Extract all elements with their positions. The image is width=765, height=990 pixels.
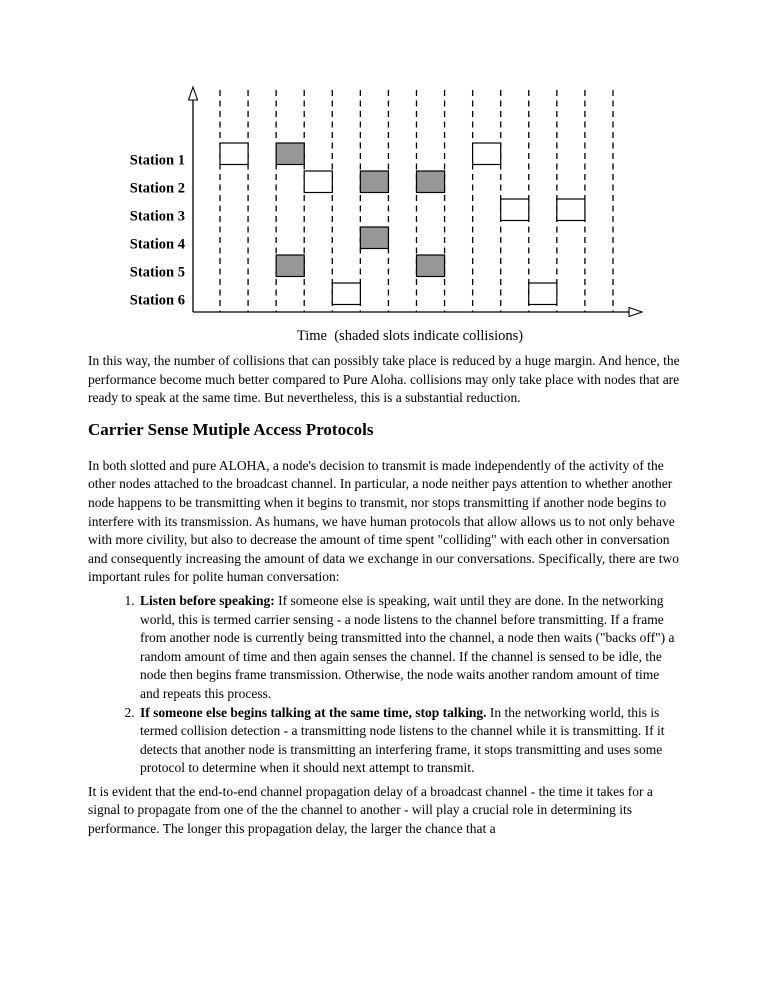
page-content (88, 352, 680, 839)
station-label: Station 4 (129, 236, 185, 253)
collision-slot-box (416, 171, 444, 193)
rule-1-text: If someone else is speaking, wait until they are done. In the networking world, this is termed carrier sensing - a node listens to the channel before transmitting. If a frame from another node is currently being transmitted into the channel, a node then waits ("backs off") a random amount of time and then again senses the channel. If the channel is sensed to be idle, the node then begins frame transmission. Otherwise, the node waits another random amount of time and repeats this process. (140, 592, 675, 701)
collision-slot-box (360, 171, 388, 193)
station-label: Station 1 (129, 152, 185, 169)
collision-slot-box (276, 143, 304, 165)
transmission-slot-box (332, 283, 360, 305)
transmission-slot-box (473, 143, 501, 165)
rule-2-text: In the networking world, this is termed collision detection - a transmitting node listens to the channel while it is transmitting. If it detects that another node is transmitting an interfering frame, it stops transmitting and uses some protocol to determine when it should next attempt to transmit. (140, 704, 665, 776)
section-heading: Carrier Sense Mutiple Access Protocols (88, 419, 374, 439)
x-axis-arrow-icon (629, 308, 642, 317)
rule-2-lead: If someone else begins talking at the same time, stop talking. (140, 704, 487, 720)
station-label: Station 5 (129, 264, 185, 281)
collision-slot-box (416, 255, 444, 277)
collision-slot-box (360, 227, 388, 249)
section-paragraph: In both slotted and pure ALOHA, a node's decision to transmit is made independently of the activity of the other nodes attached to the broadcast channel. In particular, a node neither pays attention to whether another node happens to be transmitting when it begins to transmit, nor stops transmitting if another node begins to interfere with its transmission. As humans, we have human protocols that allow allows us to not only behave with more civility, but also to decrease the amount of time spent "colliding" with each other in conversation and consequently increasing the amount of data we exchange in our conversations. Specifically, there are two important rules for polite human conversation: (88, 457, 680, 585)
figure-caption: Time (shaded slots indicate collisions) (296, 328, 524, 344)
station-label: Station 6 (129, 292, 185, 309)
station-label: Station 2 (129, 180, 185, 197)
transmission-slot-box (557, 199, 585, 221)
transmission-slot-box (220, 143, 248, 165)
collision-slot-box (276, 255, 304, 277)
transmission-slot-box (304, 171, 332, 193)
rule-item-stop-talking (138, 704, 680, 778)
station-label: Station 3 (129, 208, 185, 225)
rules-list (88, 592, 680, 778)
y-axis-arrow-icon (189, 87, 198, 100)
intro-paragraph: In this way, the number of collisions that can possibly take place is reduced by a huge margin. And hence, the performance become much better compared to Pure Aloha. collisions may only take place with nodes that are ready to speak at the same time. But nevertheless, this is a substantial reduction. (88, 353, 680, 406)
closing-paragraph: It is evident that the end-to-end channel propagation delay of a broadcast channel - the time it takes for a signal to propagate from one of the the channel to another - will play a crucial role in determining its performance. The longer this propagation delay, the larger the chance that a (88, 783, 653, 837)
slotted-aloha-figure (0, 0, 765, 352)
rule-item-listen-before-speaking (138, 592, 680, 704)
transmission-slot-box (529, 283, 557, 305)
slotted-aloha-diagram (0, 0, 765, 352)
transmission-slot-box (501, 199, 529, 221)
rule-1-lead: Listen before speaking: (140, 592, 275, 608)
